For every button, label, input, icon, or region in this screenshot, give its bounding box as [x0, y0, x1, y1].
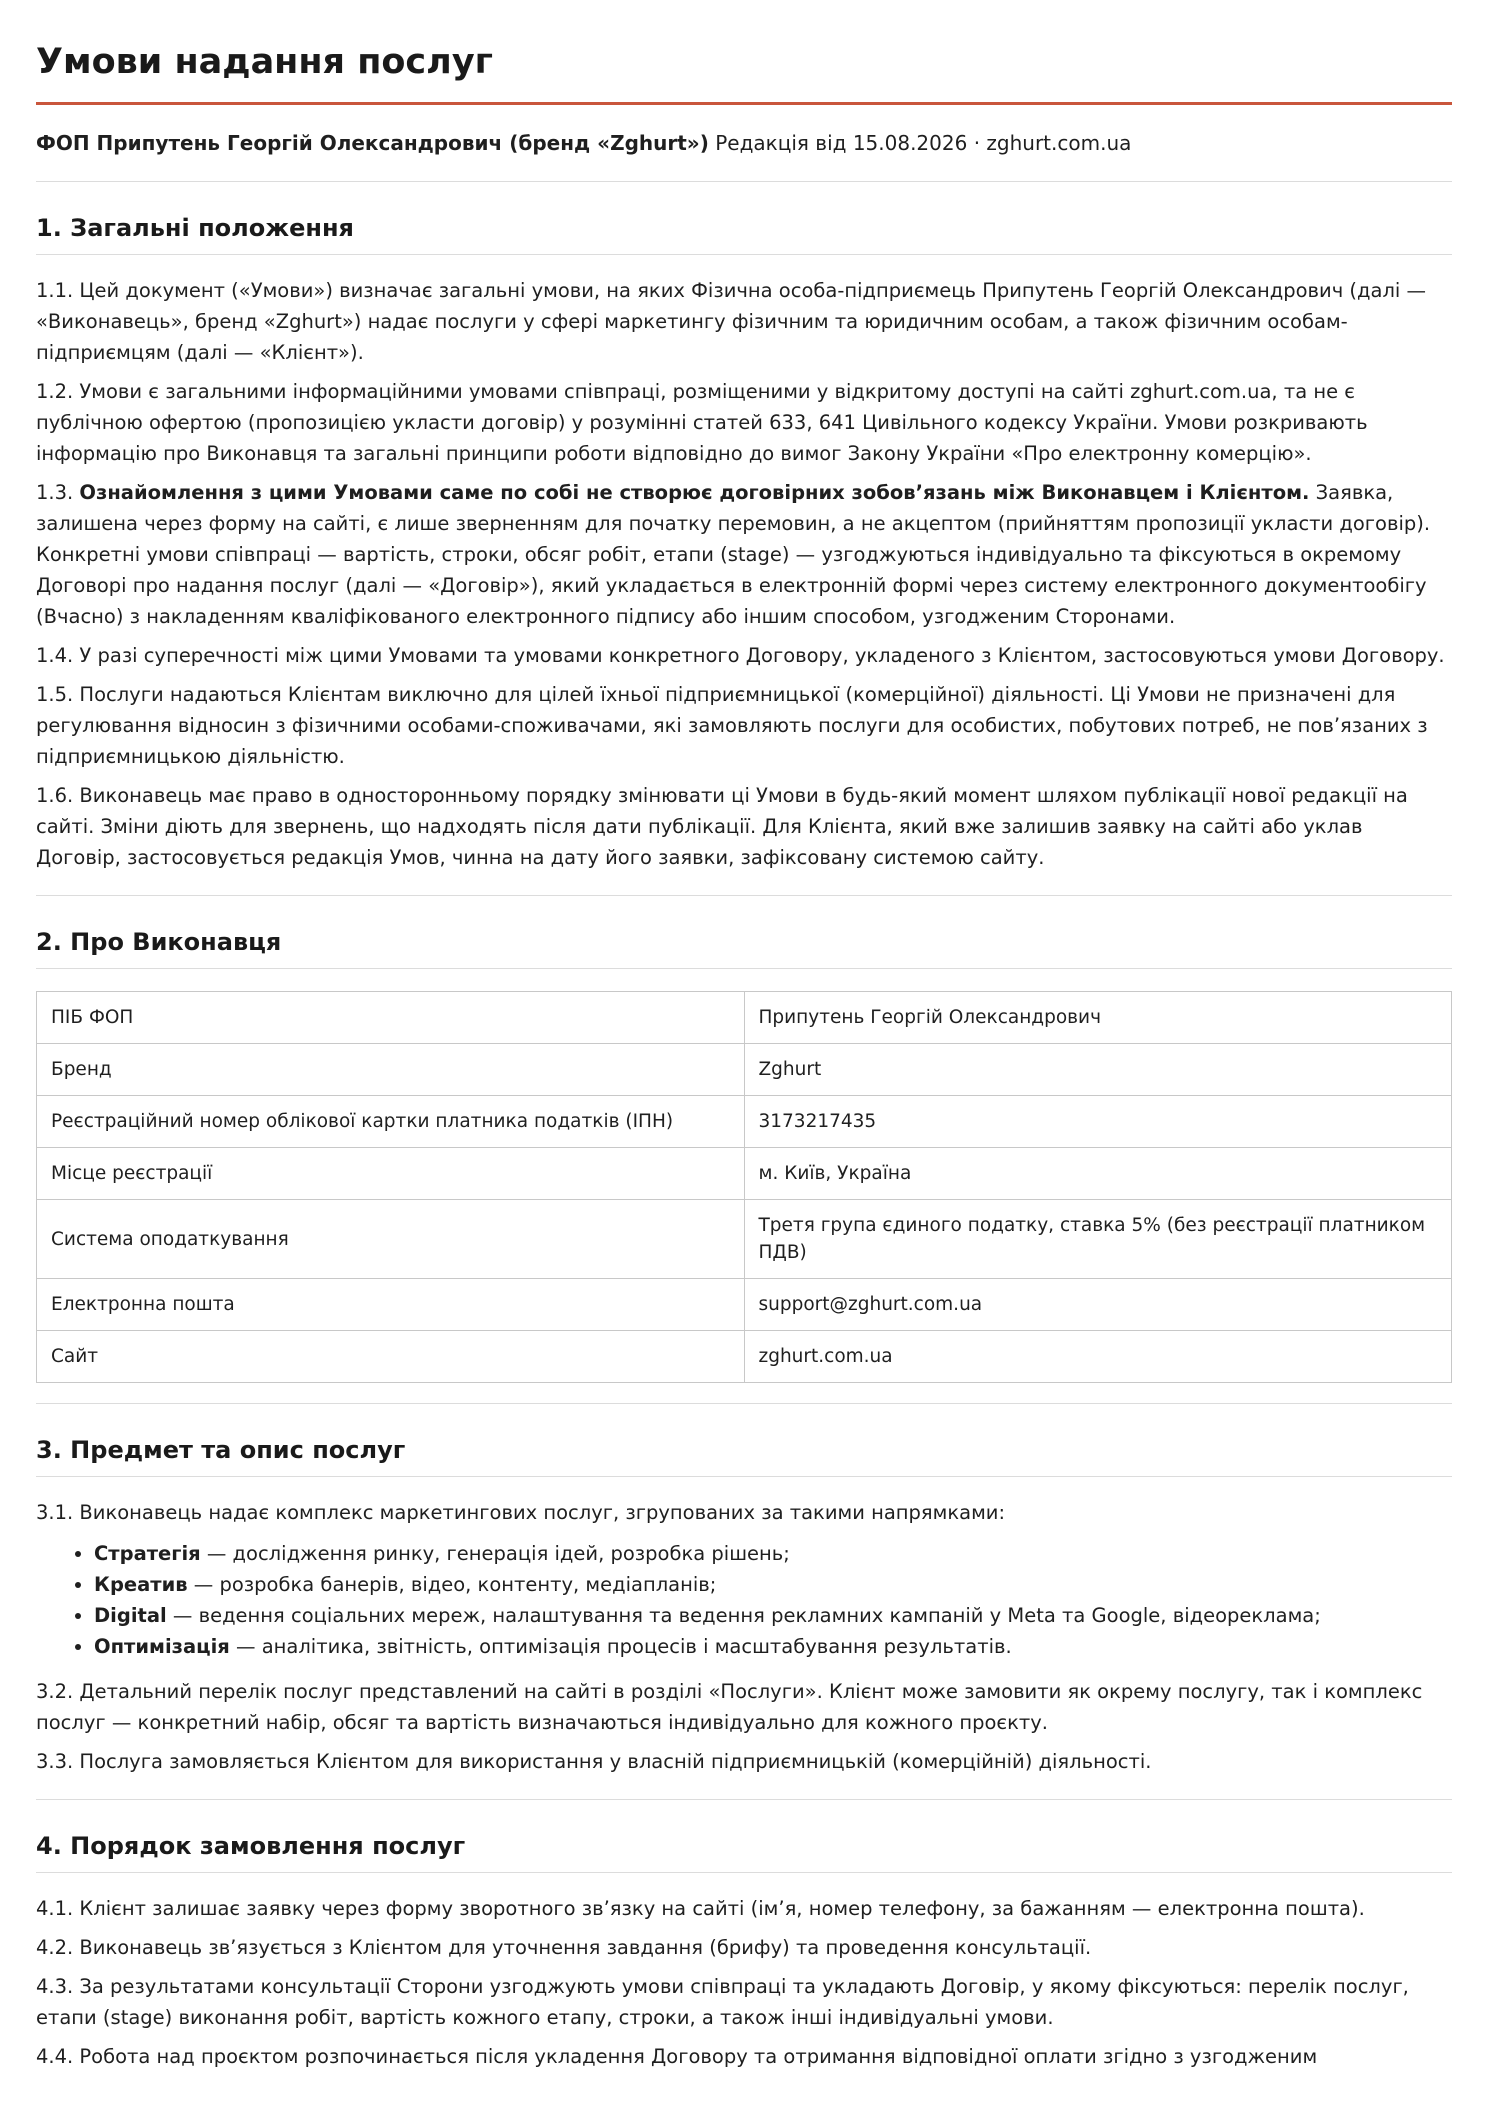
clause-1-3 — [36, 477, 1452, 632]
clause-4-1: 4.1. Клієнт залишає заявку через форму зворотного зв’язку на сайті (ім’я, номер телефону, за бажанням — електронна пошта). — [36, 1897, 1365, 1920]
clause-number: 1.3. — [36, 481, 80, 504]
clause-1-1: 1.1. Цей документ («Умови») визначає загальні умови, на яких Фізична особа-підприємець Припутень Георгій Олександрович (далі — «Виконавець», бренд «Zghurt») надає послуги у сфері маркетингу фізичним та юридичним особам, а також фізичним особам-підприємцям (далі — «Клієнт»). — [36, 279, 1427, 364]
table-key: Реєстраційний номер облікової картки платника податків (ІПН) — [37, 1096, 745, 1148]
list-item-term: Оптимізація — [94, 1635, 230, 1658]
list-item-text: — ведення соціальних мереж, налаштування та ведення рекламних кампаній у Meta та Google, відеореклама; — [166, 1604, 1321, 1627]
table-value: zghurt.com.ua — [744, 1331, 1452, 1383]
table-value: 3173217435 — [744, 1096, 1452, 1148]
list-item — [94, 1569, 1452, 1600]
table-key: Система оподаткування — [37, 1200, 745, 1279]
contractor-info-table — [36, 991, 1452, 1383]
table-row — [37, 1279, 1452, 1331]
clause-1-6: 1.6. Виконавець має право в односторонньому порядку змінювати ці Умови в будь-який момент шляхом публікації нової редакції на сайті. Зміни діють для звернень, що надходять після дати публікації. Для Клієнта, який вже залишив заявку на сайті або уклав Договір, застосовується редакція Умов, чинна на дату його заявки, зафіксовану системою сайту. — [36, 784, 1408, 869]
table-row — [37, 1148, 1452, 1200]
list-item — [94, 1631, 1452, 1662]
list-item-term: Стратегія — [94, 1542, 201, 1565]
table-key: Місце реєстрації — [37, 1148, 745, 1200]
clause-1-4: 1.4. У разі суперечності між цими Умовами та умовами конкретного Договору, укладеного з Клієнтом, застосовуються умови Договору. — [36, 644, 1445, 667]
list-item-text: — дослідження ринку, генерація ідей, розробка рішень; — [200, 1542, 790, 1565]
page-title: Умови надання послуг — [36, 42, 493, 82]
table-key: Сайт — [37, 1331, 745, 1383]
section-heading: 3. Предмет та опис послуг — [36, 1404, 1452, 1477]
clause-text: Заявка, залишена через форму на сайті, є лише зверненням для початку перемовин, а не акцептом (прийняттям пропозиції укласти договір). Конкретні умови співпраці — вартість, строки, обсяг робіт, етапи (stage) — узгоджуються індивідуально та фіксуються в окремому Договорі про надання послуг (далі — «Договір»), який укладається в електронній формі через систему електронного документообігу (Вчасно) з накладенням кваліфікованого електронного підпису або іншим способом, узгодженим Сторонами. — [36, 481, 1431, 628]
clause-4-3: 4.3. За результатами консультації Сторони узгоджують умови співпраці та укладають Договір, у якому фіксуються: перелік послуг, етапи (stage) виконання робіт, вартість кожного етапу, строки, а також інші індивідуальні умови. — [36, 1975, 1409, 2029]
table-value: support@zghurt.com.ua — [744, 1279, 1452, 1331]
table-key: Електронна пошта — [37, 1279, 745, 1331]
services-list — [36, 1538, 1452, 1662]
table-key: ПІБ ФОП — [37, 992, 745, 1044]
section-services — [36, 1404, 1452, 1800]
table-row — [37, 1200, 1452, 1279]
section-about-contractor — [36, 896, 1452, 1404]
section-general — [36, 182, 1452, 896]
clause-emphasis: Ознайомлення з цими Умовами саме по собі не створює договірних зобов’язань між Виконавцем і Клієнтом. — [79, 481, 1310, 504]
title-divider — [36, 102, 1452, 105]
section-heading: 2. Про Виконавця — [36, 896, 1452, 969]
table-row — [37, 1096, 1452, 1148]
table-value: Zghurt — [744, 1044, 1452, 1096]
list-item-text: — розробка банерів, відео, контенту, медіапланів; — [187, 1573, 717, 1596]
list-item — [94, 1600, 1452, 1631]
table-row — [37, 1044, 1452, 1096]
table-value: Третя група єдиного податку, ставка 5% (без реєстрації платником ПДВ) — [744, 1200, 1452, 1279]
table-row — [37, 1331, 1452, 1383]
clause-4-4: 4.4. Робота над проєктом розпочинається після укладення Договору та отримання відповідної оплати згідно з узгодженим — [36, 2045, 1318, 2068]
list-item-term: Креатив — [94, 1573, 188, 1596]
clause-3-1: 3.1. Виконавець надає комплекс маркетингових послуг, згрупованих за такими напрямками: — [36, 1501, 1006, 1524]
clause-1-2: 1.2. Умови є загальними інформаційними умовами співпраці, розміщеними у відкритому доступі на сайті zghurt.com.ua, та не є публічною офертою (пропозицією укласти договір) у розумінні статей 633, 641 Цивільного кодексу України. Умови розкривають інформацію про Виконавця та загальні принципи роботи відповідно до вимог Закону України «Про електронну комерцію». — [36, 380, 1368, 465]
clause-4-2: 4.2. Виконавець зв’язується з Клієнтом для уточнення завдання (брифу) та проведення консультації. — [36, 1936, 1092, 1959]
table-value: Припутень Георгій Олександрович — [744, 992, 1452, 1044]
table-value: м. Київ, Україна — [744, 1148, 1452, 1200]
list-item — [94, 1538, 1452, 1569]
clause-3-2: 3.2. Детальний перелік послуг представлений на сайті в розділі «Послуги». Клієнт може замовити як окрему послугу, так і комплекс послуг — конкретний набір, обсяг та вартість визначаються індивідуально для кожного проєкту. — [36, 1680, 1423, 1734]
list-item-text: — аналітика, звітність, оптимізація процесів і масштабування результатів. — [229, 1635, 1012, 1658]
section-heading: 4. Порядок замовлення послуг — [36, 1800, 1452, 1873]
table-row — [37, 992, 1452, 1044]
list-item-term: Digital — [94, 1604, 167, 1627]
clause-1-5: 1.5. Послуги надаються Клієнтам виключно для цілей їхньої підприємницької (комерційної) діяльності. Ці Умови не призначені для регулювання відносин з фізичними особами-споживачами, які замовляють послуги для особистих, побутових потреб, не пов’язаних з підприємницькою діяльністю. — [36, 683, 1428, 768]
section-ordering — [36, 1800, 1452, 2094]
section-heading: 1. Загальні положення — [36, 182, 1452, 255]
meta-entrepreneur: ФОП Припутень Георгій Олександрович (бренд «Zghurt») — [36, 131, 709, 155]
document-meta — [36, 129, 1452, 157]
meta-edition: Редакція від 15.08.2026 · zghurt.com.ua — [708, 131, 1132, 155]
clause-3-3: 3.3. Послуга замовляється Клієнтом для використання у власній підприємницькій (комерційній) діяльності. — [36, 1750, 1152, 1773]
table-key: Бренд — [37, 1044, 745, 1096]
